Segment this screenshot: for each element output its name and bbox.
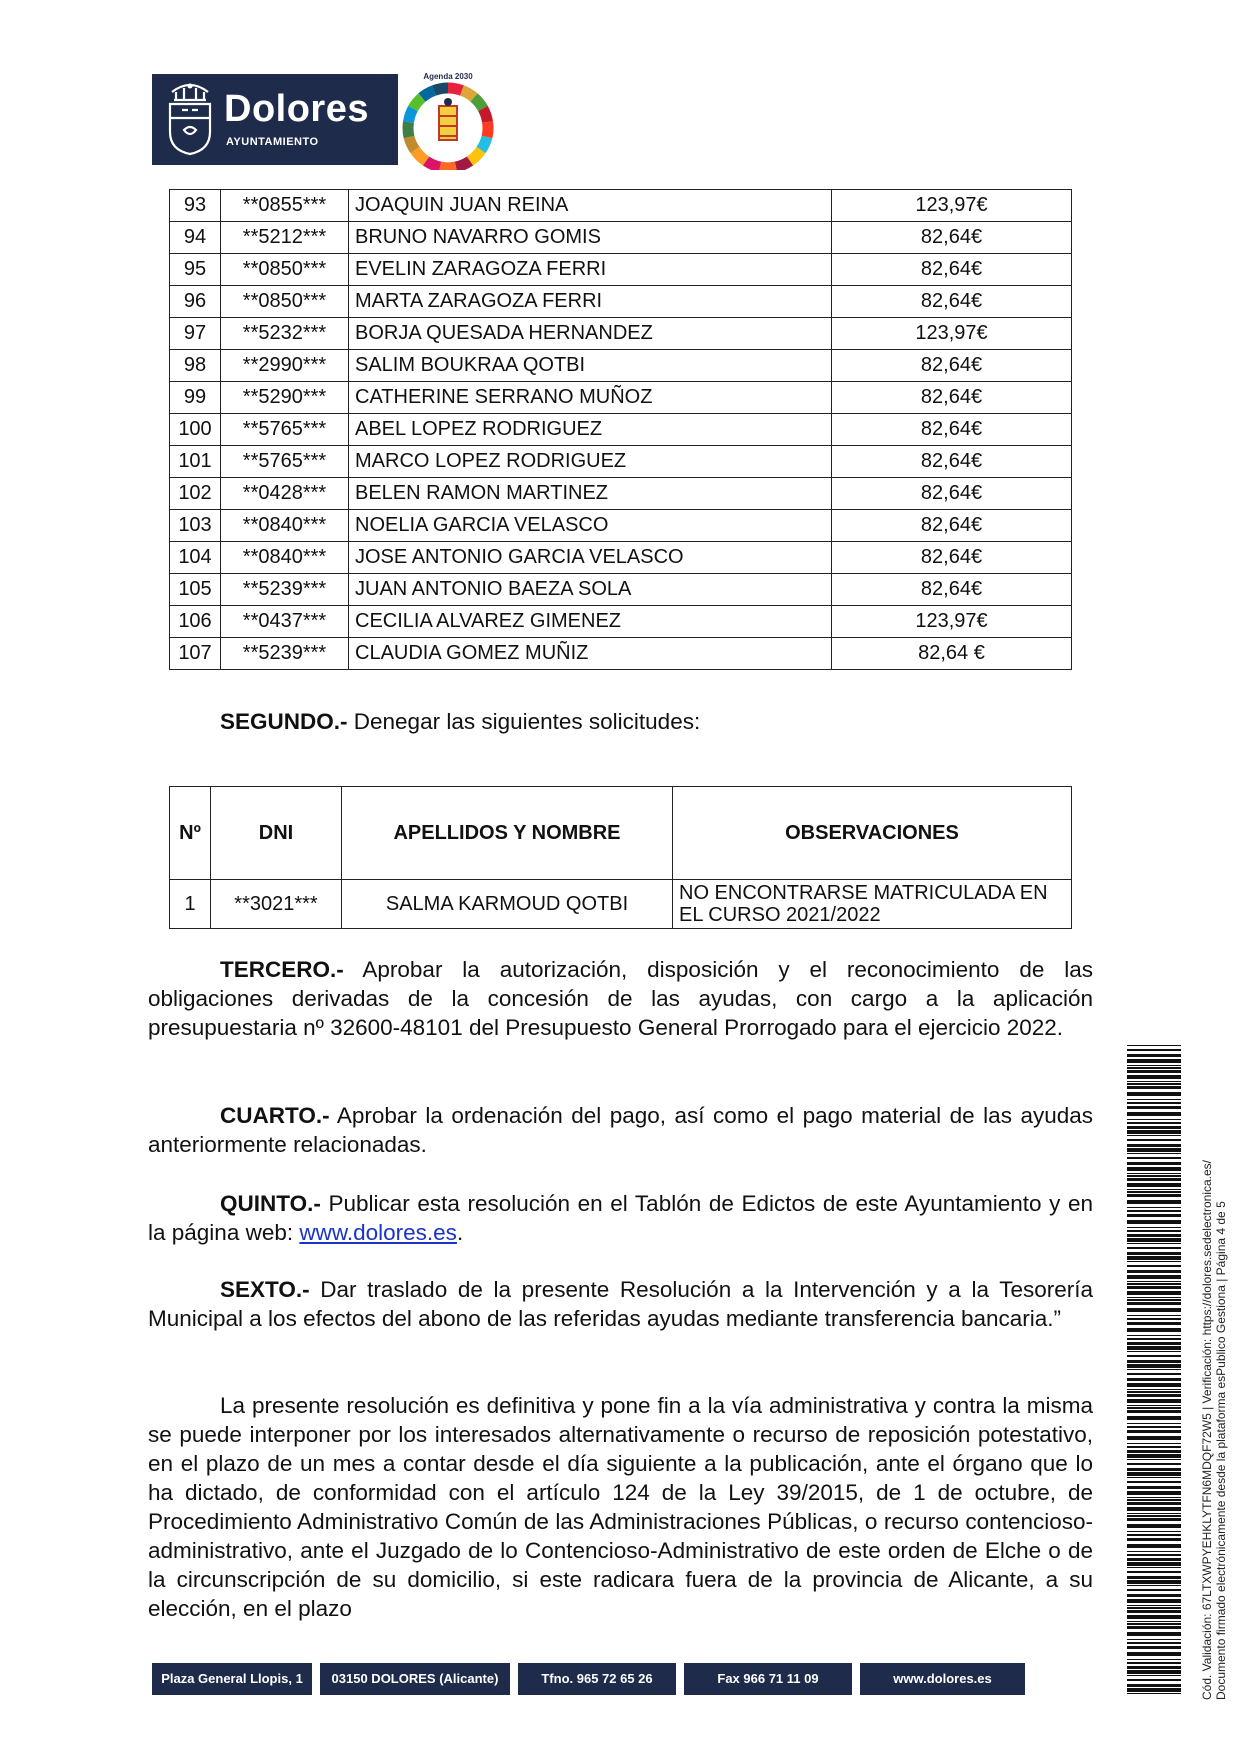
cell-amount: 82,64€ <box>832 414 1072 446</box>
table-row <box>170 254 1072 286</box>
table-row <box>170 446 1072 478</box>
cell-name: JUAN ANTONIO BAEZA SOLA <box>349 574 832 606</box>
tercero-text: Aprobar la autorización, disposición y el reconocimiento de las obligaciones derivadas de la concesión de las ayudas, con cargo a la aplicación presupuestaria nº 32600-48101 del Presupuesto General Prorrogado para el ejercicio 2022. <box>148 957 1093 1040</box>
cell-amount: 82,64€ <box>832 542 1072 574</box>
cell-dni: **0850*** <box>221 254 349 286</box>
header-num: Nº <box>170 787 211 880</box>
tercero-paragraph <box>148 955 1093 1042</box>
verification-line-2: Documento firmado electrónicamente desde la plataforma esPublico Gestiona | Página 4 de 5 <box>1214 1201 1228 1700</box>
cell-dni: **5765*** <box>221 446 349 478</box>
cell-amount: 82,64€ <box>832 510 1072 542</box>
cell-name: JOAQUIN JUAN REINA <box>349 190 832 222</box>
cell-amount: 82,64€ <box>832 574 1072 606</box>
cell-num: 107 <box>170 638 221 670</box>
cell-dni: **5212*** <box>221 222 349 254</box>
cell-dni: **5239*** <box>221 574 349 606</box>
quinto-paragraph <box>148 1189 1093 1247</box>
cuarto-text: Aprobar la ordenación del pago, así como el pago material de las ayudas anteriormente relacionadas. <box>148 1103 1093 1157</box>
cell-name: MARTA ZARAGOZA FERRI <box>349 286 832 318</box>
cell-amount: 82,64€ <box>832 254 1072 286</box>
table-row <box>170 478 1072 510</box>
cell-dni: **0840*** <box>221 542 349 574</box>
cell-num: 93 <box>170 190 221 222</box>
cell-name: BORJA QUESADA HERNANDEZ <box>349 318 832 350</box>
table-row <box>170 574 1072 606</box>
cell-num: 104 <box>170 542 221 574</box>
cell-num: 97 <box>170 318 221 350</box>
cell-name: CECILIA ALVAREZ GIMENEZ <box>349 606 832 638</box>
verification-text <box>1200 1000 1228 1700</box>
footer-postal: 03150 DOLORES (Alicante) <box>320 1663 510 1695</box>
cell-amount: 82,64 € <box>832 638 1072 670</box>
cell-num: 100 <box>170 414 221 446</box>
table-row <box>170 350 1072 382</box>
logo-subtitle: AYUNTAMIENTO <box>226 136 319 148</box>
beneficiaries-table <box>169 189 1072 670</box>
cell-amount: 123,97€ <box>832 190 1072 222</box>
cell-num: 96 <box>170 286 221 318</box>
table-row <box>170 414 1072 446</box>
table-row <box>170 190 1072 222</box>
cell-dni: **0840*** <box>221 510 349 542</box>
denied-requests-table <box>169 786 1072 929</box>
cell-num: 95 <box>170 254 221 286</box>
cell-amount: 82,64€ <box>832 382 1072 414</box>
sexto-heading: SEXTO.- <box>220 1277 310 1302</box>
sexto-text: Dar traslado de la presente Resolución a la Intervención y a la Tesorería Municipal a los efectos del abono de las referidas ayudas mediante transferencia bancaria.” <box>148 1277 1093 1331</box>
coat-of-arms-icon <box>162 80 218 158</box>
cell-num: 99 <box>170 382 221 414</box>
cell-dni: **0850*** <box>221 286 349 318</box>
cell-dni: **3021*** <box>211 880 342 929</box>
cell-name: ABEL LOPEZ RODRIGUEZ <box>349 414 832 446</box>
cell-num: 98 <box>170 350 221 382</box>
cell-dni: **0437*** <box>221 606 349 638</box>
table-row <box>170 222 1072 254</box>
table-row <box>170 638 1072 670</box>
footer-web: www.dolores.es <box>860 1663 1025 1695</box>
cell-name: NOELIA GARCIA VELASCO <box>349 510 832 542</box>
cuarto-paragraph <box>148 1101 1093 1159</box>
cell-dni: **5290*** <box>221 382 349 414</box>
cuarto-heading: CUARTO.- <box>220 1103 330 1128</box>
table-row <box>170 606 1072 638</box>
cell-amount: 82,64€ <box>832 350 1072 382</box>
table-row <box>170 510 1072 542</box>
cell-name: MARCO LOPEZ RODRIGUEZ <box>349 446 832 478</box>
cell-dni: **0428*** <box>221 478 349 510</box>
cell-amount: 123,97€ <box>832 606 1072 638</box>
table-row <box>170 318 1072 350</box>
cell-amount: 123,97€ <box>832 318 1072 350</box>
cell-num: 103 <box>170 510 221 542</box>
cell-amount: 82,64€ <box>832 478 1072 510</box>
barcode-icon <box>1127 1045 1181 1695</box>
table-row <box>170 382 1072 414</box>
cell-name: SALIM BOUKRAA QOTBI <box>349 350 832 382</box>
cell-amount: 82,64€ <box>832 222 1072 254</box>
footer-address: Plaza General Llopis, 1 <box>152 1663 312 1695</box>
cell-name: EVELIN ZARAGOZA FERRI <box>349 254 832 286</box>
cell-name: CLAUDIA GOMEZ MUÑIZ <box>349 638 832 670</box>
cell-num: 101 <box>170 446 221 478</box>
cell-name: BELEN RAMON MARTINEZ <box>349 478 832 510</box>
cell-name: CATHERINE SERRANO MUÑOZ <box>349 382 832 414</box>
header-observations: OBSERVACIONES <box>673 787 1072 880</box>
cell-dni: **5239*** <box>221 638 349 670</box>
cell-num: 105 <box>170 574 221 606</box>
cell-dni: **0855*** <box>221 190 349 222</box>
footer-fax: Fax 966 71 11 09 <box>684 1663 852 1695</box>
website-link[interactable]: www.dolores.es <box>299 1220 457 1245</box>
quinto-heading: QUINTO.- <box>220 1191 321 1216</box>
table-header-row <box>170 787 1072 880</box>
segundo-paragraph <box>148 707 1093 736</box>
quinto-text: Publicar esta resolución en el Tablón de Edictos de este Ayuntamiento y en la página web: <box>148 1191 1093 1245</box>
cell-num: 94 <box>170 222 221 254</box>
cell-num: 1 <box>170 880 211 929</box>
agenda-2030-logo <box>400 70 496 170</box>
cell-name: BRUNO NAVARRO GOMIS <box>349 222 832 254</box>
cell-name: SALMA KARMOUD QOTBI <box>342 880 673 929</box>
table-row <box>170 286 1072 318</box>
header-name: APELLIDOS Y NOMBRE <box>342 787 673 880</box>
sexto-paragraph <box>148 1275 1093 1333</box>
quinto-end: . <box>456 1220 464 1245</box>
final-paragraph-text: La presente resolución es definitiva y pone fin a la vía administrativa y contra la misma se puede interponer por los interesados alternativamente o recurso de reposición potestativo, en el plazo de un mes a contar desde el día siguiente a la publicación, ante el órgano que lo ha dictado, de conformidad con el artículo 124 de la Ley 39/2015, de 1 de octubre, de Procedimiento Administrativo Común de las Administraciones Públicas, o recurso contencioso- administrativo, ante el Juzgado de lo Contencioso-Administrativo de este orden de Elche o de la circunscripción de su domicilio, si este radicara fuera de la provincia de Alicante, a su elección, en el plazo <box>148 1393 1093 1621</box>
footer-phone: Tfno. 965 72 65 26 <box>518 1663 676 1695</box>
segundo-text: Denegar las siguientes solicitudes: <box>347 709 701 734</box>
cell-num: 106 <box>170 606 221 638</box>
observation-line-1: NO ENCONTRARSE MATRICULADA EN <box>679 882 1048 904</box>
table-row <box>170 542 1072 574</box>
cell-name: JOSE ANTONIO GARCIA VELASCO <box>349 542 832 574</box>
table-row <box>170 880 1072 929</box>
cell-amount: 82,64€ <box>832 286 1072 318</box>
cell-observations <box>673 880 1072 929</box>
dolores-logo <box>152 74 398 165</box>
verification-line-1: Cód. Validación: 67LTXWPYEHKLYTFN6MDQF72W5 | Verificación: https://dolores.sedelectronica.es/ <box>1200 1159 1214 1700</box>
logo-name: Dolores <box>224 88 369 130</box>
cell-dni: **5765*** <box>221 414 349 446</box>
cell-amount: 82,64€ <box>832 446 1072 478</box>
cell-num: 102 <box>170 478 221 510</box>
segundo-heading: SEGUNDO.- <box>220 709 348 734</box>
tercero-heading: TERCERO.- <box>220 957 344 982</box>
cell-dni: **2990*** <box>221 350 349 382</box>
header-dni: DNI <box>211 787 342 880</box>
observation-line-2: EL CURSO 2021/2022 <box>679 904 881 926</box>
cell-dni: **5232*** <box>221 318 349 350</box>
final-paragraph <box>148 1391 1093 1623</box>
agenda-label: Agenda 2030 <box>423 72 473 81</box>
